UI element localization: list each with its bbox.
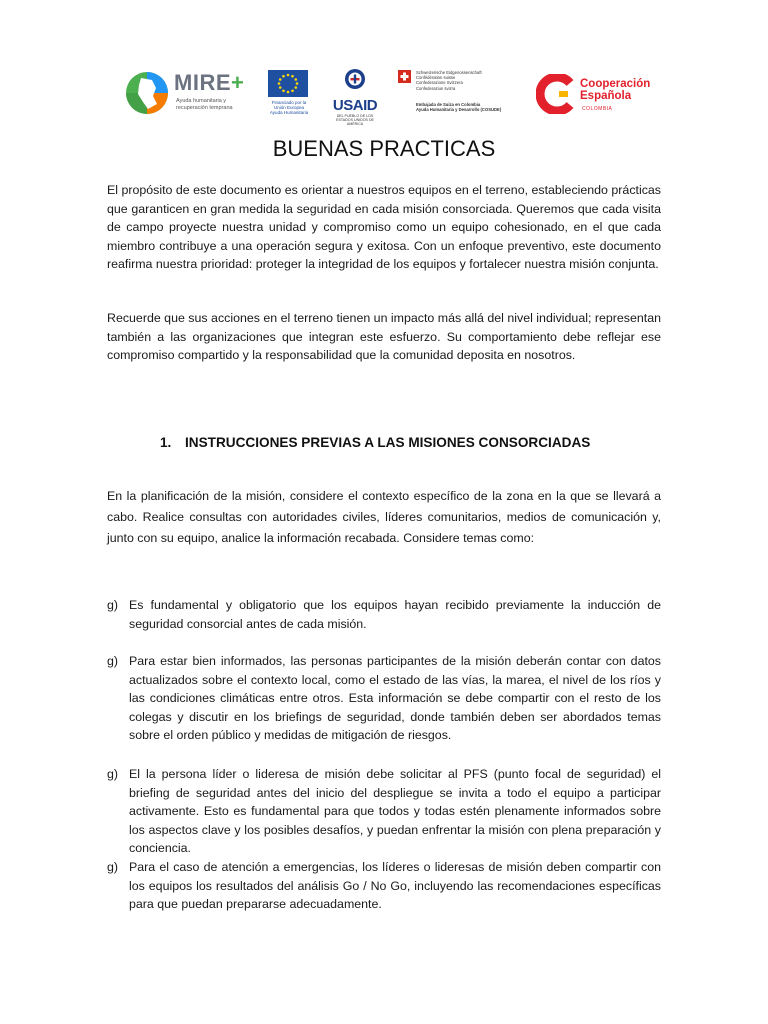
list-item-text: Para estar bien informados, las personas participantes de la misión deberán contar con datos actualizados sobre el contexto local, como el estado de las vías, la marea, el nivel de los ríos y las condiciones climáticas entre otros. Esta información se debe compartir con el resto de los colegas y discutir en los briefings de seguridad, donde también deben ser abordados temas sobre el orden público y medidas de mitigación de riesgos. xyxy=(129,654,661,743)
usaid-wordmark: USAID xyxy=(332,97,378,114)
section-number: 1. xyxy=(160,435,172,450)
list-item-text: Es fundamental y obligatorio que los equipos hayan recibido previamente la inducción de seguridad consorcial antes de cada misión. xyxy=(129,598,661,631)
usaid-seal-icon xyxy=(344,68,366,90)
list-marker: g) xyxy=(107,860,119,874)
eu-logo xyxy=(268,70,310,116)
mire-wordmark: MIRE+ xyxy=(174,70,245,95)
section-title: INSTRUCCIONES PREVIAS A LAS MISIONES CONSORCIADAS xyxy=(185,435,591,450)
cooperacion-wordmark: Cooperación Española xyxy=(580,78,651,102)
swiss-embassy-text: Embajada de Suiza en Colombia Ayuda Humanitaria y Desarrollo (COSUDE) xyxy=(416,102,502,113)
mire-logo xyxy=(124,68,244,118)
list-marker: g) xyxy=(107,598,119,612)
swiss-cross-icon xyxy=(398,70,411,83)
list-item-text: El la persona líder o lideresa de misión debe solicitar al PFS (punto focal de seguridad) el briefing de seguridad antes del inicio del despliegue se invita a todo el equipo a participar activamente. Esto es fundamental para que todos y todas estén plenamente informados sobre los aspectos clave y los posibles desafíos, y puedan enfrentar la misión con plena preparación y conciencia. xyxy=(129,767,661,856)
usaid-logo xyxy=(328,68,382,126)
eu-flag-icon xyxy=(268,70,308,97)
mire-emblem-icon xyxy=(124,70,170,116)
mire-subtitle: Ayuda humanitaria y recuperación temprana xyxy=(176,98,233,111)
usaid-caption: DEL PUEBLO DE LOS ESTADOS UNIDOS DE AMÉRICA xyxy=(336,114,374,126)
section-lead-paragraph: En la planificación de la misión, considere el contexto específico de la zona en la que se llevará a cabo. Realice consultas con autoridades civiles, líderes comunitarios, medios de comunicación y, junto con su equipo, analice la información recabada. Considere temas como: xyxy=(107,489,661,545)
section-heading xyxy=(160,435,590,450)
intro-paragraph-1: El propósito de este documento es orientar a nuestros equipos en el terreno, estableciendo prácticas que garanticen en gran medida la seguridad en cada misión consorciada. Queremos que cada visita de campo proyecte nuestra unidad y compromiso como un equipo cohesionado, en el que cada miembro contribuye a una operación segura y exitosa. Con un enfoque preventivo, este documento reafirma nuestra prioridad: proteger la integridad de los equipos y fortalecer nuestra misión conjunta. xyxy=(107,183,661,272)
list-marker: g) xyxy=(107,767,119,781)
logo-bar xyxy=(0,62,768,126)
swiss-logo xyxy=(398,70,514,118)
eu-caption: Financiado por la Unión Europea Ayuda Humanitaria xyxy=(269,100,309,115)
cooperacion-espanola-logo xyxy=(536,72,651,118)
page-title: BUENAS PRACTICAS xyxy=(272,136,496,161)
swiss-confederation-text: Schweizerische Eidgenossenschaft Confédération suisse Confederazione Svizzera Confederaziun svizra xyxy=(416,70,482,91)
cooperacion-country: COLOMBIA xyxy=(582,106,613,112)
intro-paragraph-2: Recuerde que sus acciones en el terreno tienen un impacto más allá del nivel individual; representan también a las organizaciones que integran este esfuerzo. Su comportamiento debe reflejar ese compromiso compartido y la responsabilidad que la comunidad deposita en nosotros. xyxy=(107,311,661,363)
list-item-text: Para el caso de atención a emergencias, los líderes o lideresas de misión deben compartir con los equipos los resultados del análisis Go / No Go, incluyendo las recomendaciones específicas para que puedan prepararse adecuadamente. xyxy=(129,860,661,912)
cooperacion-emblem-icon xyxy=(536,74,576,114)
list-marker: g) xyxy=(107,654,119,668)
